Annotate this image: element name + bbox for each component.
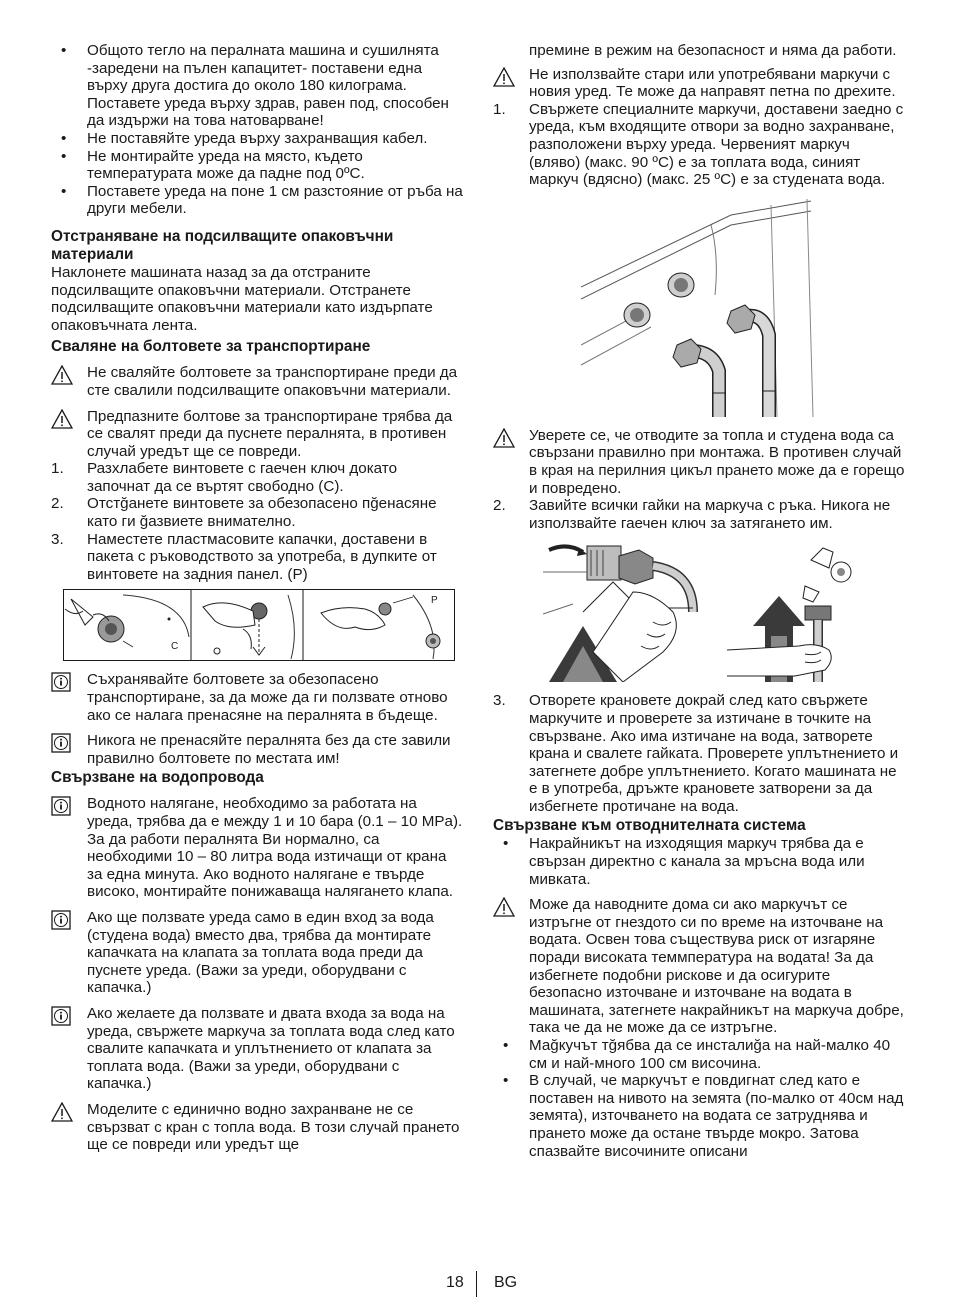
step-item <box>493 101 905 189</box>
warning-text: Не използвайте стари или употребявани маркучи с новия уред. Те може да направят петна по дрехите. <box>529 65 896 101</box>
hose-inlet-illustration <box>581 195 905 417</box>
warning-triangle-icon <box>51 364 87 385</box>
paragraph: Не монтирайте уреда на място, където температурата може да падне под 0ºС. <box>87 147 365 183</box>
bullet: • <box>503 1072 509 1090</box>
footer-divider <box>476 1271 477 1297</box>
list-item <box>493 835 905 888</box>
warning-text: Може да наводните дома си ако маркучът се изтръгне от гнездото си по време на източване на водата. Освен това съществува риск от изгаряне поради високата теммпература на водата! За да избегнете подобни рискове и да осигурите безопасно източване и източване на водата в машината, затегнете накрайникът на маркуча добре, така че да не може да се изтръгне. <box>529 896 904 1037</box>
bullet: • <box>503 835 509 853</box>
right-column <box>493 42 905 1160</box>
warning-text: Не сваляйте болтовете за транспортиране преди да сте свалили подсилващите опаковъчни материали. <box>87 364 458 399</box>
paragraph: Маğкучът тğябва да се инсталиğа на най-малко 40 см и най-много 100 см височина. <box>529 1037 891 1072</box>
info-note <box>51 732 463 767</box>
bullet: • <box>503 1037 509 1054</box>
step-text: Разхлабете винтовете с гаечен ключ докато започнат да се въртят свободно (C). <box>87 460 398 495</box>
section-heading-water-supply: Свързване на водопровода <box>51 769 264 787</box>
list-item <box>51 130 463 148</box>
paragraph: Поставете уреда на поне 1 см разстояние от ръба на други мебели. <box>87 182 463 218</box>
paragraph: Не поставяйте уреда върху захранващия кабел. <box>87 129 428 147</box>
info-icon <box>51 732 87 753</box>
warning-note <box>51 1101 463 1154</box>
info-note <box>51 671 463 724</box>
info-icon <box>51 909 87 930</box>
list-item <box>493 1037 905 1072</box>
page-number: 18 <box>446 1274 464 1291</box>
info-icon <box>51 671 87 692</box>
step-item <box>51 495 463 530</box>
step-number: 3. <box>51 530 64 548</box>
warning-text: Уверете се, че отводите за топла и студена вода са свързани правилно при монтажа. В противен случай в края на перилния цикъл прането може да е горещо и повредено. <box>529 426 905 497</box>
warning-triangle-icon <box>51 408 87 429</box>
warning-note <box>51 364 463 399</box>
step-text: Отстğанете винтовете за обезопасено пğенасяне като ги ğазвиете внимателно. <box>87 495 437 531</box>
info-text: Съхранявайте болтовете за обезопасено транспортиране, за да може да ги ползвате отново ако се налага пренасяне на пералнята в бъдеще. <box>87 671 448 724</box>
paragraph: Накрайникът на изходящия маркуч трябва да е свързан директно с канала за мръсна вода или мивката. <box>529 835 865 888</box>
list-item <box>51 148 463 183</box>
page-footer <box>440 1271 530 1299</box>
warning-note <box>51 408 463 461</box>
step-text: Отворете крановете докрай след като свържете маркучите и проверете за изтичане в точките на свързване. Ако има изтичане на вода, затворете крана и свалете гайката. Проверете уплътнението и затегнете добре уплътнението. Когато машината не е в употреба, дръжте крановете затворени за да избегнете протичане на вода. <box>529 692 899 815</box>
warning-text: Моделите с единично водно захранване не се свързват с кран с топла вода. В този случай прането ще се повреди или уредът ще <box>87 1100 460 1154</box>
paragraph: Наклонете машината назад за да отстраните подсилващите опаковъчни материали. Отстранете подсилващите опаковъчни материали като издърпате опаковъчната лента. <box>51 263 433 334</box>
step-number: 2. <box>51 495 64 513</box>
paragraph: Общото тегло на пералната машина и сушилнята -заредени на пълен капацитет- поставени една върху друга достига до около 180 килограма. Поставете уреда върху здрав, равен под, способен да издържи на това натоварване! <box>87 42 449 130</box>
list-item <box>51 183 463 218</box>
paragraph: В случай, че маркучът е повдигнат след като е поставен на нивото на земята (по-малко от 40см над земята), източването на водата се затруднява и прането може да остане твърде мокро. Затова спазвайте височините описани <box>529 1072 904 1160</box>
info-text: Ако ще ползвате уреда само в един вход за вода (студена вода) вместо два, трябва да монтирате капачката на клапата за топлата вода преди да пуснете уреда. (Важи за уреди, оборудвани с капачка.) <box>87 908 434 997</box>
warning-triangle-icon <box>493 427 529 448</box>
transport-bolts-illustration <box>63 589 463 661</box>
list-item <box>493 1072 905 1160</box>
step-text: Наместете пластмасовите капачки, доставени в пакета с ръководството за употреба, в дупките от винтовете на задния панел. (P) <box>87 530 437 583</box>
info-note <box>51 909 463 997</box>
step-number: 1. <box>51 460 64 478</box>
language-code: BG <box>494 1274 518 1291</box>
hand-tightening-illustration <box>543 542 905 682</box>
step-text: Свържете специалните маркучи, доставени заедно с уреда, към входящите отвори за водно захранване, разположени върху уреда. Червеният маркуч (вляво) (макс. 90 ºC) е за топлата вода, синият маркуч (вдясно) (макс. 25 ºC) е за студената вода. <box>529 100 904 189</box>
section-heading-packaging: Отстраняване на подсилващите опаковъчни материали <box>51 227 394 263</box>
bullet: • <box>61 129 67 147</box>
info-note <box>51 795 463 901</box>
step-item <box>51 460 463 495</box>
list-item <box>51 42 463 130</box>
left-column <box>51 42 463 1154</box>
bullet: • <box>61 182 67 200</box>
step-number: 2. <box>493 497 506 515</box>
step-item <box>493 692 905 815</box>
bullet: • <box>61 147 67 165</box>
warning-note <box>493 66 905 101</box>
bullet: • <box>61 42 67 59</box>
warning-triangle-icon <box>493 66 529 87</box>
info-text: Никога не пренасяйте пералнята без да сте завили правилно болтовете по местата им! <box>87 732 451 767</box>
info-icon <box>51 1005 87 1026</box>
step-item <box>51 531 463 584</box>
warning-note <box>493 896 905 1037</box>
info-icon <box>51 795 87 816</box>
warning-triangle-icon <box>493 896 529 917</box>
warning-note <box>493 427 905 497</box>
info-text: Ако желаете да ползвате и двата входа за вода на уреда, свържете маркуча за топлата вода след като свалите капачката и уплътнението от клапата за топлата вода. (Важи за уреди, оборудвани с капачка.) <box>87 1004 455 1093</box>
info-note <box>51 1005 463 1093</box>
step-text: Завийте всички гайки на маркуча с ръка. Никога не използвайте гаечен ключ за затягането им. <box>529 497 891 532</box>
fig-label-c: C <box>171 641 179 653</box>
warning-triangle-icon <box>51 1101 87 1122</box>
step-number: 1. <box>493 100 506 118</box>
section-heading-drain: Свързване към отводнителната система <box>493 817 806 835</box>
paragraph: премине в режим на безопасност и няма да работи. <box>529 42 897 59</box>
step-number: 3. <box>493 692 506 710</box>
info-text: Водното налягане, необходимо за работата на уреда, трябва да е между 1 и 10 бара (0.1 – 10 MPa). За да работи пералнята Ви нормално, са необходими 10 – 80 литра вода изтичащи от крана за една минута. Ако водното налягане е твърде високо, монтирайте понижаваща налягането клапа. <box>87 795 463 901</box>
section-heading-transport-bolts: Сваляне на болтовете за транспортиране <box>51 338 371 356</box>
step-item <box>493 497 905 532</box>
fig-label-p: P <box>431 595 438 607</box>
warning-text: Предпазните болтове за транспортиране трябва да се свалят преди да пуснете пералнята, в противен случай уредът ще се повреди. <box>87 407 453 460</box>
